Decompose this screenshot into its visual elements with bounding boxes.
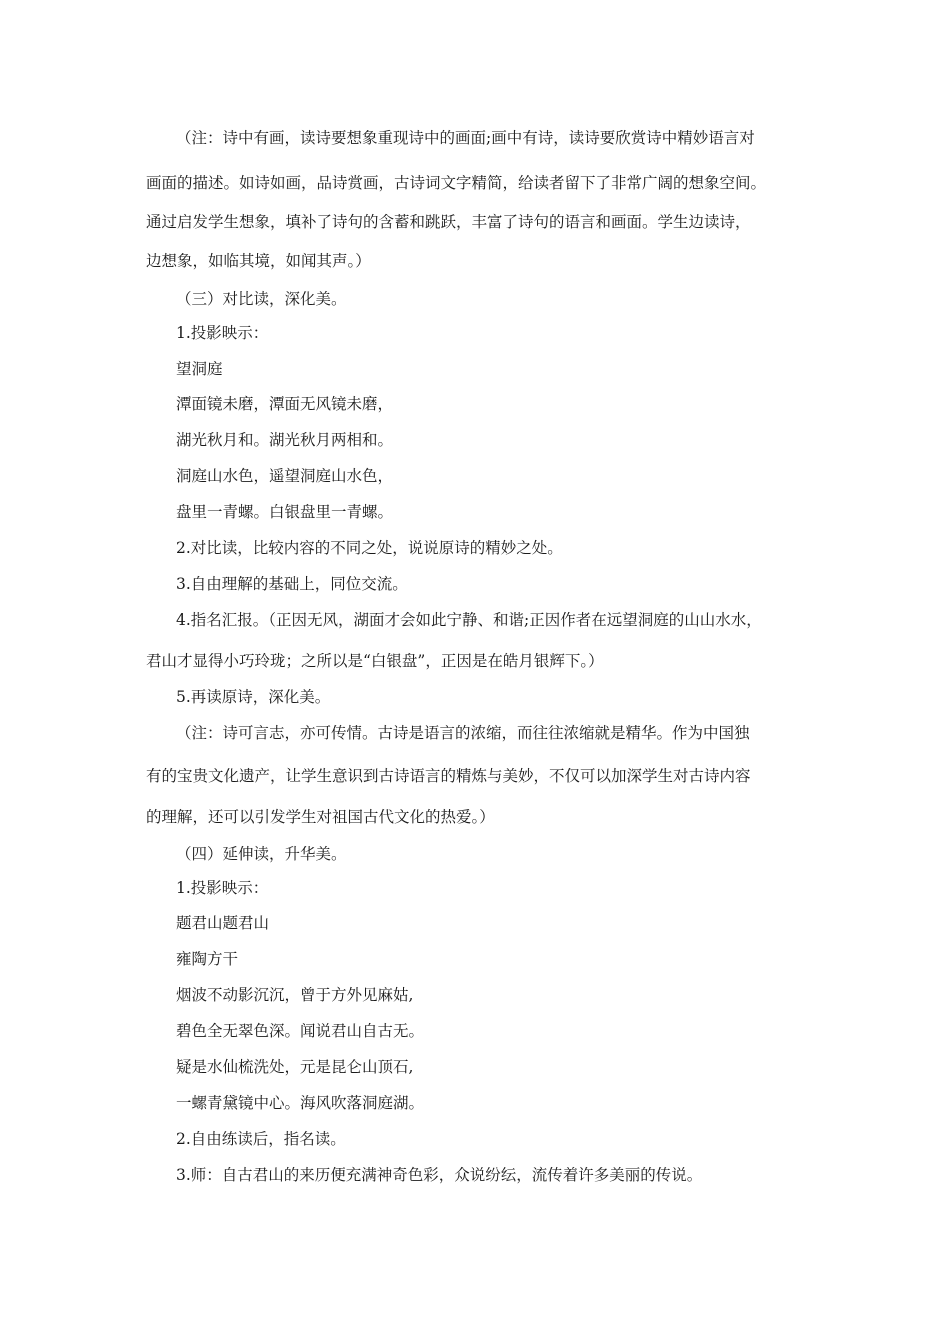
poem-line: 湖光秋月和。湖光秋月两相和。 — [176, 431, 394, 449]
note-paragraph-line: （注：诗中有画，读诗要想象重现诗中的画面;画中有诗，读诗要欣赏诗中精妙语言对 — [176, 129, 755, 147]
note-paragraph-line: 画面的描述。如诗如画，品诗赏画，古诗词文字精简，给读者留下了非常广阔的想象空间。 — [146, 174, 767, 192]
poem-line: 洞庭山水色，遥望洞庭山水色， — [176, 467, 394, 485]
poem-title: 望洞庭 — [176, 360, 223, 378]
list-item: 1.投影映示： — [176, 324, 269, 342]
poem-author: 雍陶方干 — [176, 950, 239, 968]
poem-line: 烟波不动影沉沉，曾于方外见麻姑, — [176, 986, 414, 1004]
poem-line: 潭面镜未磨，潭面无风镜未磨， — [176, 395, 394, 413]
poem-line: 一螺青黛镜中心。海风吹落洞庭湖。 — [176, 1094, 425, 1112]
poem-line: 盘里一青螺。白银盘里一青螺。 — [176, 503, 394, 521]
poem-line: 疑是水仙梳洗处，元是昆仑山顶石, — [176, 1058, 414, 1076]
list-item: 3.师：自古君山的来历便充满神奇色彩，众说纷纭，流传着许多美丽的传说。 — [176, 1166, 703, 1184]
section-heading: （三）对比读，深化美。 — [176, 290, 347, 308]
note-paragraph-line: 的理解，还可以引发学生对祖国古代文化的热爱。） — [146, 808, 495, 826]
list-item: 2.对比读，比较内容的不同之处，说说原诗的精妙之处。 — [176, 539, 563, 557]
poem-title: 题君山题君山 — [176, 914, 270, 932]
list-item: 4.指名汇报。（正因无风，湖面才会如此宁静、和谐;正因作者在远望洞庭的山山水水， — [176, 611, 762, 629]
list-item: 2.自由练读后，指名读。 — [176, 1130, 346, 1148]
note-paragraph-line: 边想象，如临其境，如闻其声。） — [146, 252, 371, 270]
list-item: 3.自由理解的基础上，同位交流。 — [176, 575, 408, 593]
note-paragraph-line: 有的宝贵文化遗产，让学生意识到古诗语言的精炼与美妙，不仅可以加深学生对古诗内容 — [146, 767, 751, 785]
section-heading: （四）延伸读，升华美。 — [176, 845, 347, 863]
list-item: 1.投影映示： — [176, 879, 269, 897]
list-item-continuation: 君山才显得小巧玲珑；之所以是“白银盘”，正因是在皓月银辉下。） — [146, 652, 604, 670]
note-paragraph-line: 通过启发学生想象，填补了诗句的含蓄和跳跃，丰富了诗句的语言和画面。学生边读诗， — [146, 213, 751, 231]
poem-line: 碧色全无翠色深。闻说君山自古无。 — [176, 1022, 425, 1040]
list-item: 5.再读原诗，深化美。 — [176, 688, 331, 706]
note-paragraph-line: （注：诗可言志，亦可传情。古诗是语言的浓缩，而往往浓缩就是精华。作为中国独 — [176, 724, 750, 742]
